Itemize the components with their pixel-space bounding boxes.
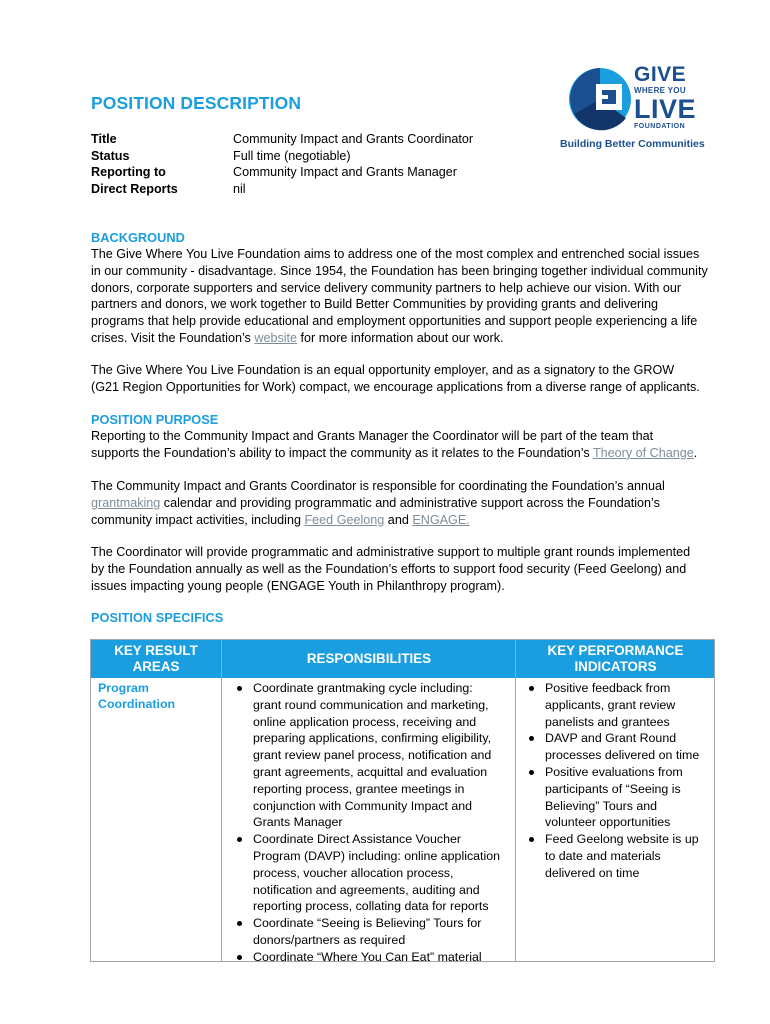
list-line: Positive evaluations from	[545, 764, 683, 779]
list-line: Coordinate “Where You Can Eat” material	[253, 949, 482, 964]
meta-value: nil	[233, 181, 246, 196]
logo-tagline: Building Better Communities	[560, 138, 705, 150]
header-responsibilities	[222, 640, 516, 678]
text-fragment: crises. Visit the Foundation’s	[91, 330, 255, 345]
text-line: The Give Where You Live Foundation is an equal opportunity employer, and as a signatory to the GROW	[91, 363, 675, 377]
list-line: Coordinate “Seeing is Believing” Tours for	[253, 916, 482, 931]
purpose-paragraph-1	[91, 428, 721, 462]
header-label: KEY PERFORMANCE INDICATORS	[547, 643, 684, 674]
logo-line-foundation: FOUNDATION	[634, 123, 686, 130]
list-line: grant review panel process, notification and	[253, 748, 492, 763]
column-divider	[515, 640, 516, 961]
list-line: reporting process, grantee meetings in	[253, 781, 465, 796]
list-line: Positive feedback from	[545, 681, 671, 695]
meta-label: Title	[91, 132, 117, 146]
background-paragraph-2	[91, 362, 721, 396]
list-line: Feed Geelong website is up	[545, 832, 699, 847]
list-item	[523, 680, 713, 730]
header-label: KEY RESULT AREAS	[114, 643, 198, 674]
header-key-performance-indicators	[517, 640, 714, 678]
purpose-paragraph-3	[91, 544, 721, 594]
meta-value: Community Impact and Grants Coordinator	[233, 132, 474, 146]
list-line: grant agreements, acquittal and evaluation	[253, 764, 488, 779]
meta-label: Direct Reports	[91, 181, 178, 196]
list-line: panelists and grantees	[545, 714, 670, 729]
section-title-specifics: POSITION SPECIFICS	[91, 610, 224, 625]
list-line: to date and materials	[545, 848, 661, 863]
list-line: online application process, receiving and	[253, 714, 477, 729]
text-fragment: .	[693, 445, 698, 460]
bullet-icon	[529, 686, 534, 691]
list-line: Coordinate grantmaking cycle including:	[253, 681, 473, 695]
meta-row-status	[91, 148, 473, 165]
meta-row-direct-reports	[91, 181, 473, 198]
header-label: RESPONSIBILITIES	[306, 651, 432, 666]
meta-value: Full time (negotiable)	[233, 148, 351, 163]
text-line	[91, 495, 721, 512]
text-line: Reporting to the Community Impact and Grants Manager the Coordinator will be part of the team that	[91, 429, 654, 443]
meta-value: Community Impact and Grants Manager	[233, 165, 457, 180]
section-title-purpose: POSITION PURPOSE	[91, 412, 219, 427]
logo-line-where-you: WHERE YOU	[634, 86, 686, 95]
text-line: The Coordinator will provide programmatic and administrative support to multiple grant rounds implemented	[91, 545, 691, 559]
text-line: partners and donors, we work together to Build Better Communities by providing grants and delivering	[91, 297, 659, 312]
list-line: Coordinate Direct Assistance Voucher	[253, 832, 461, 847]
text-line: in our community - disadvantage. Since 1954, the Foundation has been bringing together individual community	[91, 263, 708, 278]
text-line: donors, corporate supporters and service delivery community partners to help achieve our vision. With our	[91, 280, 682, 295]
text-fragment: and	[384, 512, 413, 527]
kpi-list	[523, 680, 713, 882]
text-fragment: supports the Foundation’s ability to impact the community as it relates to the Foundation’s	[91, 445, 593, 460]
list-item	[523, 764, 713, 831]
list-item	[523, 831, 713, 881]
text-line: issues impacting young people (ENGAGE Youth in Philanthropy program).	[91, 578, 505, 593]
responsibilities-list	[231, 680, 511, 966]
grantmaking-link[interactable]: grantmaking	[91, 495, 161, 510]
specifics-table	[90, 639, 715, 962]
text-fragment: community impact activities, including	[91, 512, 305, 527]
logo-mark-icon	[566, 62, 632, 134]
table-header	[91, 640, 714, 678]
bullet-icon	[529, 736, 534, 741]
text-fragment: for more information about our work.	[297, 330, 504, 345]
header-key-result-areas	[91, 640, 221, 678]
bullet-icon	[529, 770, 534, 775]
list-line: grant round communication and marketing,	[253, 697, 489, 712]
logo-line-live: LIVE	[634, 94, 697, 124]
position-meta	[91, 131, 473, 197]
page-title: POSITION DESCRIPTION	[91, 93, 302, 113]
list-item	[231, 949, 511, 966]
list-line: preparing applications, confirming eligibility,	[253, 731, 492, 746]
bullet-icon	[529, 837, 534, 842]
text-line: (G21 Region Opportunities for Work) compact, we encourage applications from a diverse range of applicants.	[91, 379, 700, 394]
list-line: Grants Manager	[253, 815, 343, 830]
list-line: reporting process, collating data for reports	[253, 899, 489, 914]
list-item	[231, 680, 511, 831]
background-paragraph-1	[91, 246, 721, 347]
website-link[interactable]: website	[254, 330, 298, 345]
text-line: The Community Impact and Grants Coordinator is responsible for coordinating the Foundation’s annual	[91, 479, 665, 493]
list-line: notification and agreements, auditing and	[253, 882, 480, 897]
purpose-paragraph-2	[91, 478, 721, 528]
key-result-area	[98, 680, 175, 713]
engage-link[interactable]: ENGAGE.	[412, 512, 470, 527]
meta-row-title	[91, 131, 473, 148]
text-line	[91, 512, 721, 529]
bullet-icon	[237, 921, 242, 926]
list-item	[523, 730, 713, 764]
list-line: DAVP and Grant Round	[545, 731, 677, 746]
meta-label: Reporting to	[91, 165, 166, 180]
list-item	[231, 915, 511, 949]
list-line: Program (DAVP) including: online application	[253, 848, 501, 863]
column-divider	[221, 640, 222, 961]
list-line: conjunction with Community Impact and	[253, 798, 473, 813]
text-line: by the Foundation annually as well as the Foundation’s efforts to support food security (Feed Geelong) and	[91, 561, 687, 576]
list-item	[231, 831, 511, 915]
logo-line-give: GIVE	[634, 63, 687, 86]
text-line	[91, 330, 721, 347]
bullet-icon	[237, 955, 242, 960]
list-line: processes delivered on time	[545, 748, 700, 763]
logo-wordmark	[634, 64, 696, 131]
list-line: donors/partners as required	[253, 932, 406, 947]
meta-label: Status	[91, 148, 130, 163]
list-line: volunteer opportunities	[545, 815, 671, 830]
bullet-icon	[237, 837, 242, 842]
text-line	[91, 445, 721, 462]
text-fragment: calendar and providing programmatic and administrative support across the Foundation’s	[160, 495, 660, 510]
section-title-background: BACKGROUND	[91, 230, 185, 245]
list-line: delivered on time	[545, 865, 640, 880]
foundation-logo	[560, 62, 705, 154]
area-line: Program	[98, 681, 149, 695]
list-line: process, voucher allocation process,	[253, 865, 454, 880]
text-line: programs that help provide educational and employment opportunities and support people experiencing a life	[91, 314, 698, 329]
meta-row-reporting-to	[91, 164, 473, 181]
theory-of-change-link[interactable]: Theory of Change	[592, 445, 694, 460]
list-line: participants of “Seeing is	[545, 781, 681, 796]
area-line: Coordination	[98, 697, 176, 712]
feed-geelong-link[interactable]: Feed Geelong	[304, 512, 385, 527]
bullet-icon	[237, 686, 242, 691]
list-line: Believing” Tours and	[545, 798, 658, 813]
text-line: The Give Where You Live Foundation aims to address one of the most complex and entrenched social issues	[91, 247, 700, 261]
list-line: applicants, grant review	[545, 697, 676, 712]
